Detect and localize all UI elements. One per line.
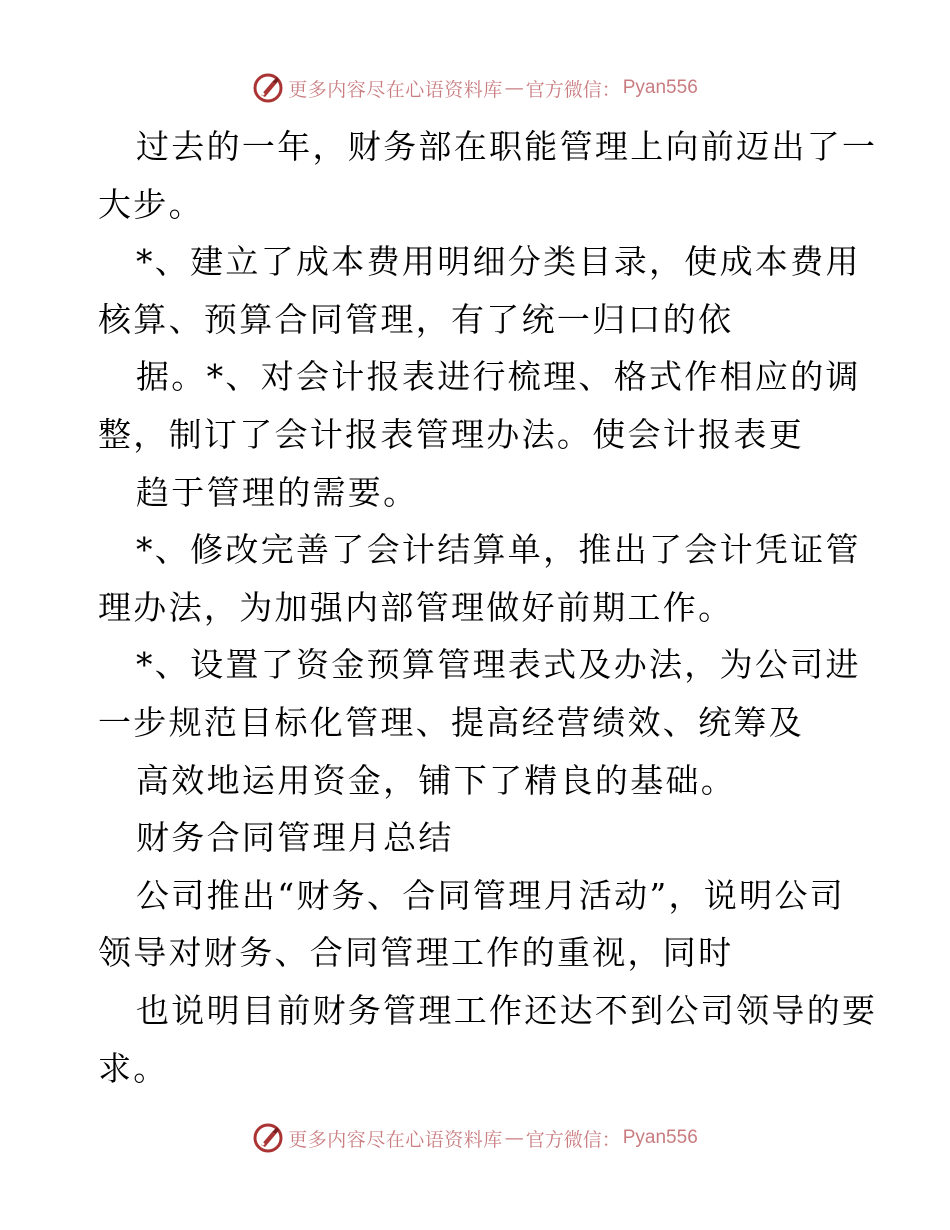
body-line: 大步。: [98, 184, 204, 224]
body-line: *、修改完善了会计结算单，推出了会计凭证管: [136, 530, 861, 570]
body-line: 也说明目前财务管理工作还达不到公司领导的要: [136, 990, 878, 1030]
body-line: 据。*、对会计报表进行梳理、格式作相应的调: [136, 357, 861, 397]
pen-nib-logo-icon: [252, 72, 284, 104]
body-line: *、建立了成本费用明细分类目录，使成本费用: [136, 242, 861, 282]
watermark-wechat-id: Pyan556: [622, 77, 698, 98]
body-line: 领导对财务、合同管理工作的重视，同时: [98, 933, 734, 973]
body-line: *、设置了资金预算管理表式及办法，为公司进: [136, 645, 861, 685]
body-line: 核算、预算合同管理，有了统一归口的依: [98, 299, 734, 339]
footer-watermark: [0, 1122, 950, 1154]
document-body: [98, 118, 878, 1097]
pen-nib-logo-icon: [252, 1122, 284, 1154]
watermark-separator: —: [504, 77, 524, 99]
body-line: 求。: [98, 1048, 169, 1088]
watermark-wechat-id: Pyan556: [622, 1127, 698, 1148]
watermark-wechat-label: 官方微信：: [525, 78, 621, 101]
body-line: 高效地运用资金，铺下了精良的基础。: [136, 760, 737, 800]
body-line: 理办法，为加强内部管理做好前期工作。: [98, 587, 734, 627]
section-heading: 财务合同管理月总结: [136, 818, 454, 858]
watermark-wechat-label: 官方微信：: [525, 1128, 621, 1151]
body-line: 趋于管理的需要。: [136, 472, 419, 512]
body-line: 整，制订了会计报表管理办法。使会计报表更: [98, 414, 804, 454]
body-line: 公司推出“财务、合同管理月活动”，说明公司: [136, 875, 846, 915]
watermark-separator: —: [504, 1127, 524, 1149]
watermark-site-text: 更多内容尽在心语资料库: [288, 1128, 503, 1151]
body-line: 过去的一年，财务部在职能管理上向前迈出了一: [136, 127, 878, 166]
body-line: 一步规范目标化管理、提高经营绩效、统筹及: [98, 702, 804, 742]
watermark-site-text: 更多内容尽在心语资料库: [288, 78, 503, 101]
header-watermark: [0, 72, 950, 104]
